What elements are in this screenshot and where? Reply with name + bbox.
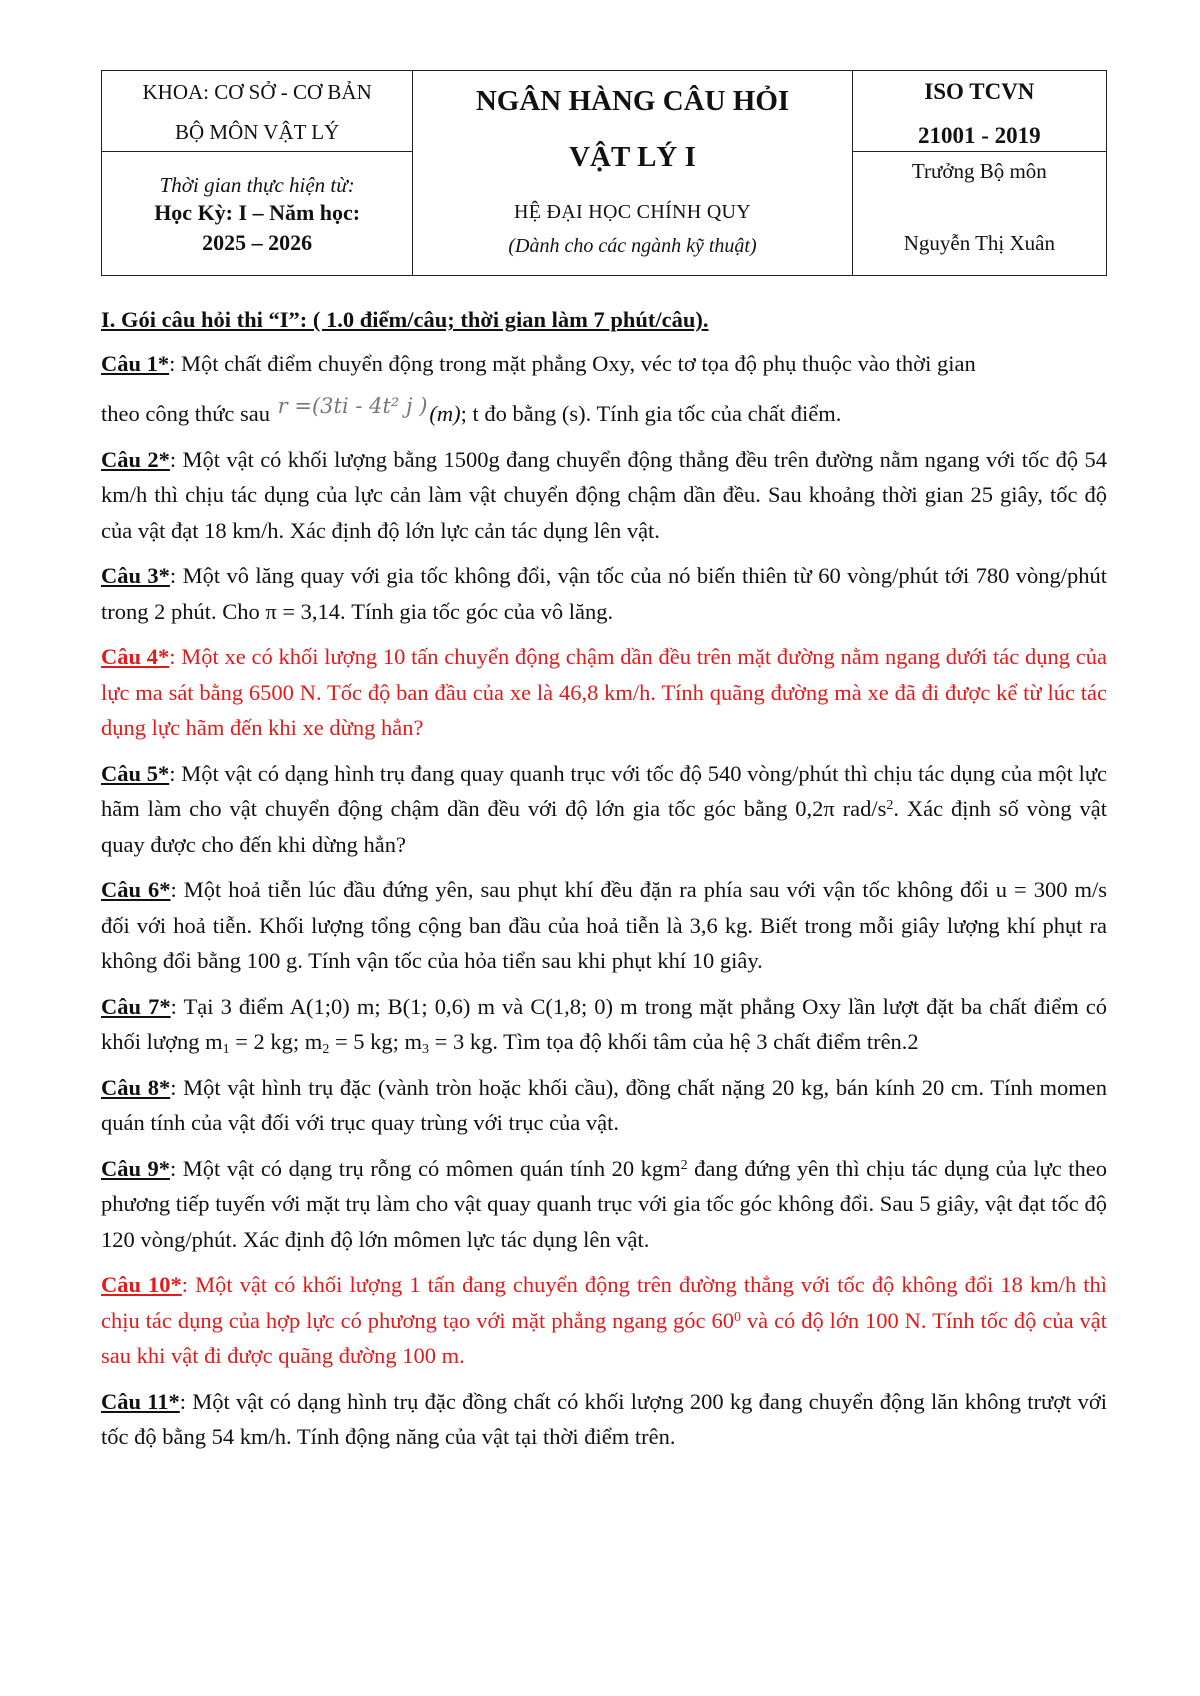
audience-note: (Dành cho các ngành kỹ thuật)	[508, 235, 757, 257]
question-text: và có độ lớn 100 N. Tính tốc độ của vật sau khi vật đi được quãng đường 100 m.	[101, 1307, 1107, 1368]
question-label: Câu 8*	[101, 1074, 171, 1100]
question-text: : Một vật có dạng hình trụ đang quay quanh trục với tốc độ 540 vòng/phút thì chịu tác dụng của một lực hãm làm cho vật chuyển động chậm dần đều với độ lớn gia tốc góc bằng 0,2π rad/s	[101, 760, 1108, 821]
question-6	[101, 872, 1107, 979]
question-7	[101, 989, 1107, 1060]
question-text: : Một vật có khối lượng 1 tấn đang chuyển động trên đường thẳng với tốc độ không đổi 18 km/h thì chịu tác dụng của hợp lực có phương tạo với mặt phẳng ngang góc 60	[101, 1272, 1107, 1333]
document-title: NGÂN HÀNG CÂU HỎI	[475, 85, 790, 117]
question-text: . Xác định số vòng vật quay được cho đến khi dừng hẳn?	[101, 796, 1108, 857]
question-4	[101, 639, 1107, 746]
question-label: Câu 10*	[101, 1272, 182, 1297]
iso-cell	[852, 71, 1106, 152]
question-label: Câu 3*	[101, 563, 170, 588]
question-11	[101, 1384, 1107, 1455]
superscript: 2	[680, 1157, 688, 1173]
department-cell	[102, 71, 413, 152]
question-label: Câu 9*	[101, 1155, 171, 1181]
question-text: : Một vô lăng quay với gia tốc không đổi, vận tốc của nó biến thiên từ 60 vòng/phút tới 780 vòng/phút trong 2 phút. Cho π = 3,14. Tính gia tốc góc của vô lăng.	[101, 563, 1108, 624]
question-text: theo công thức sau	[101, 401, 271, 426]
question-text: : Một vật có khối lượng bằng 1500g đang chuyển động thẳng đều trên đường nằm ngang với tốc độ 54 km/h thì chịu tác dụng của lực cản làm vật chuyển động chậm dần đều. Sau khoảng thời gian 25 giây, tốc độ của vật đạt 18 km/h. Xác định độ lớn lực cản tác dụng lên vật.	[101, 446, 1107, 543]
approver-cell	[852, 152, 1106, 276]
position-vector-formula: r =(3ti - 4t² j )	[277, 394, 428, 418]
superscript: 2	[886, 798, 894, 813]
question-label: Câu 6*	[101, 877, 171, 902]
question-list	[101, 302, 1107, 1465]
program-type: HỆ ĐẠI HỌC CHÍNH QUY	[513, 201, 752, 223]
division-name: BỘ MÔN VẬT LÝ	[174, 120, 340, 144]
iso-number: 21001 - 2019	[918, 123, 1041, 148]
department-name: KHOA: CƠ SỞ - CƠ BẢN	[142, 80, 372, 104]
question-text: = 2 kg; m	[229, 1029, 323, 1054]
school-year: 2025 – 2026	[202, 230, 313, 255]
question-text: : Một chất điểm chuyển động trong mặt phẳng Oxy, véc tơ tọa độ phụ thuộc vào thời gian	[169, 350, 976, 376]
question-label: Câu 1*	[101, 350, 170, 376]
question-label: Câu 5*	[101, 760, 170, 786]
unit: (m)	[429, 401, 461, 426]
question-text: : Một vật hình trụ đặc (vành tròn hoặc khối cầu), đồng chất nặng 20 kg, bán kính 20 cm. Tính momen quán tính của vật đối với trục quay trùng với trục của vật.	[101, 1074, 1107, 1135]
question-label: Câu 2*	[101, 446, 170, 472]
question-text: : Một vật có dạng trụ rỗng có mômen quán tính 20 kgm	[170, 1155, 681, 1181]
question-1	[101, 346, 1107, 432]
section-title: I. Gói câu hỏi thi “I”: ( 1.0 điểm/câu; thời gian làm 7 phút/câu).	[101, 307, 709, 332]
header-table	[101, 70, 1107, 276]
question-8	[101, 1070, 1107, 1141]
question-text: ; t đo bằng (s). Tính gia tốc của chất điểm.	[460, 401, 842, 426]
subject-title: VẬT LÝ I	[569, 141, 696, 173]
subscript: 3	[422, 1042, 430, 1057]
question-5	[101, 756, 1107, 863]
period-cell	[102, 152, 413, 276]
question-text: : Một vật có dạng hình trụ đặc đồng chất có khối lượng 200 kg đang chuyển động lăn không trượt với tốc độ bằng 54 km/h. Tính động năng của vật tại thời điểm trên.	[101, 1388, 1107, 1449]
question-label: Câu 7*	[101, 993, 171, 1019]
question-10	[101, 1267, 1107, 1374]
title-cell	[413, 71, 852, 276]
question-2	[101, 442, 1107, 549]
superscript: 0	[733, 1309, 741, 1325]
question-text: : Một hoả tiễn lúc đầu đứng yên, sau phụt khí đều đặn ra phía sau với vận tốc không đổi u = 300 m/s đối với hoả tiễn. Khối lượng tổng cộng ban đầu của hoả tiễn là 3,6 kg. Biết trong mỗi giây lượng khí phụt ra không đổi bằng 100 g. Tính vận tốc của hỏa tiển sau khi phụt khí 10 giây.	[101, 877, 1108, 973]
semester: Học Kỳ: I – Năm học:	[154, 200, 361, 225]
time-note: Thời gian thực hiện từ:	[159, 173, 355, 197]
subscript: 1	[222, 1042, 230, 1057]
question-text: : Một xe có khối lượng 10 tấn chuyển động chậm dần đều trên mặt đường nằm ngang dưới tác dụng của lực ma sát bằng 6500 N. Tốc độ ban đầu của xe là 46,8 km/h. Tính quãng đường mà xe đã đi được kể từ lúc tác dụng lực hãm đến khi xe dừng hẳn?	[101, 644, 1107, 740]
subscript: 2	[322, 1042, 330, 1057]
question-text: = 5 kg; m	[329, 1029, 423, 1054]
question-label: Câu 4*	[101, 644, 170, 669]
question-text: đang đứng yên thì chịu tác dụng của lực theo phương tiếp tuyến với mặt trụ làm cho vật quay quanh trục với gia tốc góc không đổi. Sau 5 giây, vật đạt tốc độ 120 vòng/phút. Xác định độ lớn mômen lực tác dụng lên vật.	[101, 1155, 1108, 1252]
approver-name: Nguyễn Thị Xuân	[903, 231, 1055, 255]
question-text: = 3 kg. Tìm tọa độ khối tâm của hệ 3 chất điểm trên.2	[429, 1029, 919, 1054]
iso-label: ISO TCVN	[924, 79, 1035, 104]
question-9	[101, 1151, 1107, 1258]
question-label: Câu 11*	[101, 1388, 180, 1414]
question-3	[101, 558, 1107, 629]
approver-role: Trưởng Bộ môn	[911, 159, 1047, 183]
question-text: : Tại 3 điểm A(1;0) m; B(1; 0,6) m và C(1,8; 0) m trong mặt phẳng Oxy lần lượt đặt ba chất điểm có khối lượng m	[101, 993, 1108, 1054]
